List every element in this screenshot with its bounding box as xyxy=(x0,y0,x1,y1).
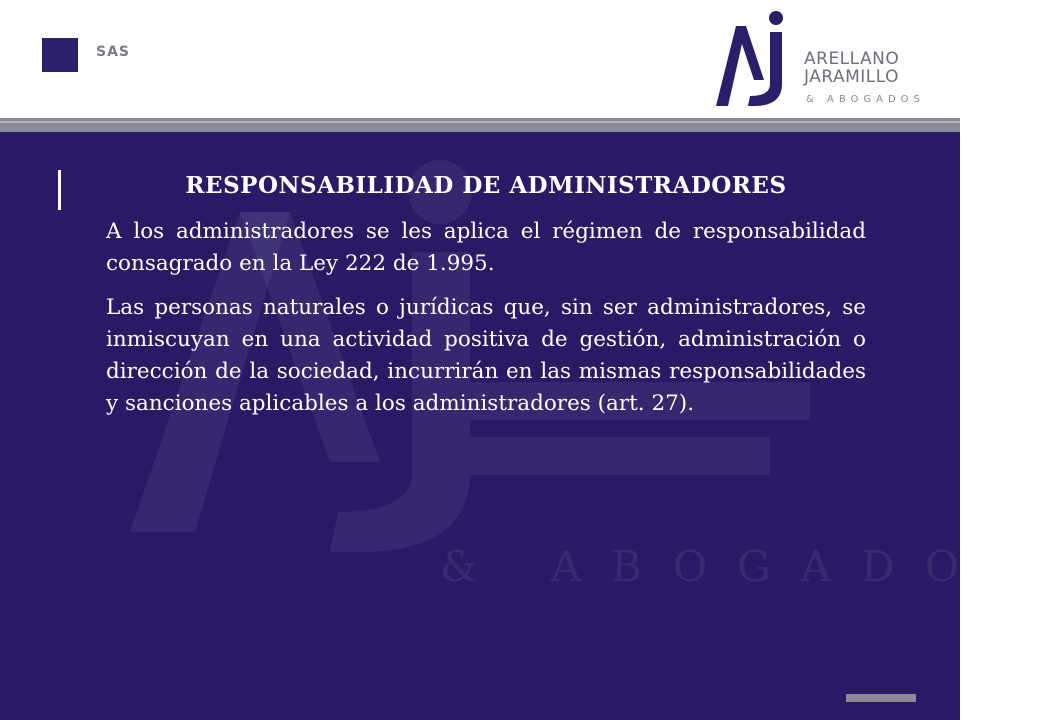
title-accent-bar xyxy=(58,170,61,210)
slide-paragraph-2: Las personas naturales o jurídicas que, sin ser administradores, se inmiscuyan en una actividad positiva de gestión, administración o dirección de la sociedad, incurrirán en las mismas responsabilidades y sanciones aplicables a los administradores (art. 27). xyxy=(106,295,866,416)
logo-name-line2: JARAMILLO xyxy=(804,67,899,87)
slide-header xyxy=(0,0,960,118)
watermark-subtitle: & ABOGADOS xyxy=(440,542,1048,591)
header-square-marker xyxy=(42,38,78,72)
logo-subtitle: & ABOGADOS xyxy=(806,94,925,105)
footer-accent-bar xyxy=(846,694,916,702)
logo-name xyxy=(804,50,899,86)
header-tag: SAS xyxy=(96,44,131,60)
company-logo xyxy=(712,4,952,116)
logo-name-line1: ARELLANO xyxy=(804,49,900,69)
slide-paragraph-1: A los administradores se les aplica el régimen de responsabilidad consagrado en la Ley 222 de 1.995. xyxy=(106,219,866,276)
header-divider xyxy=(0,118,960,132)
slide-title: RESPONSABILIDAD DE ADMINISTRADORES xyxy=(185,172,787,199)
slide-content xyxy=(106,168,866,432)
logo-monogram-icon xyxy=(712,10,804,110)
slide-body xyxy=(0,132,1048,720)
